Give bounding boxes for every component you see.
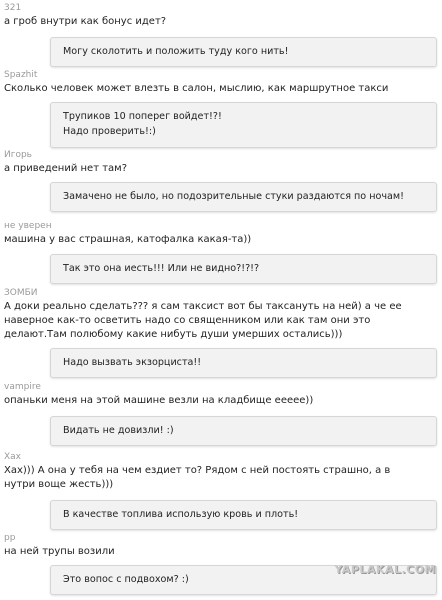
- comment-author[interactable]: ЗОМБИ: [4, 288, 38, 298]
- watermark-logo: YAPLAKAL.COM: [334, 563, 436, 576]
- comment-text: опаньки меня на этой машине везли на кладбище ееееe)): [4, 395, 314, 406]
- comment-entry: [0, 70, 442, 150]
- comment-author[interactable]: Spazhit: [4, 70, 38, 80]
- comment-text: а гроб внутри как бонус идет?: [4, 16, 167, 27]
- comment-text: А доки реально сделать??? я сам таксист вот бы таксануть на ней) а че ее наверное как-то осветить надо со священником или как там они это делают.Там полюбому какие нибуть души умерших остались))): [4, 301, 402, 340]
- comment-text: а приведений нет там?: [4, 163, 128, 174]
- comment-author[interactable]: не уверен: [4, 221, 52, 231]
- comment-author[interactable]: vampire: [4, 382, 41, 392]
- reply-box: [50, 254, 437, 284]
- reply-text: Надо вызвать экзорциста!!: [63, 357, 202, 368]
- reply-text: В качестве топлива использую кровь и плоть!: [63, 509, 299, 520]
- reply-box: [50, 348, 437, 378]
- reply-box: [50, 416, 437, 446]
- comment-author[interactable]: Хах: [4, 452, 22, 462]
- reply-text: Трупиков 10 поперег войдет!?! Надо проверить!:): [63, 111, 222, 137]
- comment-author[interactable]: Игорь: [4, 150, 32, 160]
- comment-text: Сколько человек может влезть в салон, мыслию, как маршрутное такси: [4, 83, 389, 94]
- reply-box: [50, 102, 437, 148]
- comment-entry: [0, 382, 442, 448]
- comment-author[interactable]: pp: [4, 533, 16, 543]
- comment-entry: [0, 452, 442, 532]
- reply-box: [50, 182, 437, 212]
- comment-entry: [0, 3, 442, 69]
- comment-entry: [0, 150, 442, 216]
- comment-text: на ней трупы возили: [4, 546, 115, 557]
- comment-entry: [0, 221, 442, 285]
- reply-text: Это вопос с подвохом? :): [63, 574, 189, 585]
- comment-text: Хах))) А она у тебя на чем ездиет то? Рядом с ней постоять страшно, а в нутри воще жесть))): [4, 465, 391, 490]
- reply-text: Могу сколотить и положить туду кого нить!: [63, 46, 289, 57]
- comment-entry: [0, 288, 442, 380]
- reply-box: [50, 500, 437, 530]
- comment-author[interactable]: 321: [4, 3, 22, 13]
- reply-text: Замачено не было, но подозрительные стуки раздаются по ночам!: [63, 191, 404, 202]
- reply-text: Видать не довизли! :): [63, 425, 174, 436]
- reply-box: [50, 37, 437, 67]
- comment-text: машина у вас страшная, катофалка какая-та)): [4, 234, 252, 245]
- reply-text: Так это она иесть!!! Или не видно?!?!?: [63, 263, 260, 274]
